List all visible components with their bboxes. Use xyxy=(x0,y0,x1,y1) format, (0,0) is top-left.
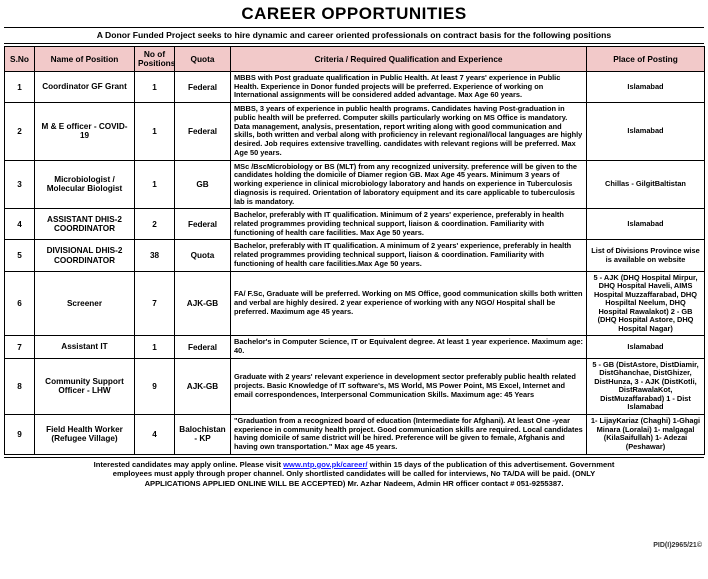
cell-sno: 8 xyxy=(5,358,35,414)
footer-line2: employees must apply through proper channel. Only shortlisted candidates will be called for interviews, No TA/DA will be paid. (ONLY xyxy=(112,469,596,479)
cell-quota: Federal xyxy=(175,336,231,358)
table-row xyxy=(5,414,705,454)
cell-place: Islamabad xyxy=(587,209,705,240)
cell-place: Islamabad xyxy=(587,336,705,358)
cell-position: DIVISIONAL DHIS-2 COORDINATOR xyxy=(35,240,135,271)
column-header-position: Name of Position xyxy=(35,47,135,72)
cell-position: Assistant IT xyxy=(35,336,135,358)
cell-sno: 5 xyxy=(5,240,35,271)
cell-quota: AJK-GB xyxy=(175,271,231,336)
page-title: CAREER OPPORTUNITIES xyxy=(241,4,467,23)
cell-criteria: FA/ F.Sc, Graduate will be preferred. Working on MS Office, good communication skills both written and verbal are highly desired. 2 year experience of working with any NGO/ Hospital shall be preferred. Maximum age 45 years. xyxy=(231,271,587,336)
cell-place: 5 - AJK (DHQ Hospital Mirpur, DHQ Hospital Haveli, AIMS Hospital Muzzaffarabad, DHQ Hospiltal Neelum, DHQ Hospital Rawalakot) 2 - GB (DHQ Hospital Astore, DHQ Hospital Nagar) xyxy=(587,271,705,336)
cell-criteria: MBBS, 3 years of experience in public health programs. Candidates having Post-graduation in public health will be preferred. Computer skills particularly working on MS Office is mandatory. Data management, analysis, presentation, report writing along with good communication and skills, both written and verbal along with proficiency in relevant regional/local languages are highly desired. Job requires extensive travelling. candidates with relevant regions will be preferred. Max Age 50 years. xyxy=(231,103,587,160)
table-row xyxy=(5,240,705,271)
cell-quota: Quota xyxy=(175,240,231,271)
cell-sno: 7 xyxy=(5,336,35,358)
jobs-table xyxy=(4,46,705,455)
cell-quota: GB xyxy=(175,160,231,209)
jobs-table-body xyxy=(5,72,705,455)
cell-place: Islamabad xyxy=(587,72,705,103)
cell-positions: 4 xyxy=(135,414,175,454)
column-header-place: Place of Posting xyxy=(587,47,705,72)
table-row xyxy=(5,336,705,358)
cell-quota: Federal xyxy=(175,209,231,240)
column-header-quota: Quota xyxy=(175,47,231,72)
cell-criteria: "Graduation from a recognized board of education (Intermediate for Afghani). At least One -year experience in community health project. Good communication skills are required. Local candidates having domicile of same district will be hired. Preference will be given to female, Afghanis and having own transportation." Max age 45 years. xyxy=(231,414,587,454)
table-row xyxy=(5,271,705,336)
table-row xyxy=(5,160,705,209)
cell-criteria: Graduate with 2 years' relevant experience in development sector preferably public health related projects. Basic Knowledge of IT software's, MS World, MS Power Point, MS Excel, Internet and email correspondences, Interpersonal Communication Skills. Maximum age: 45 Years xyxy=(231,358,587,414)
cell-place: Islamabad xyxy=(587,103,705,160)
cell-positions: 38 xyxy=(135,240,175,271)
cell-positions: 1 xyxy=(135,103,175,160)
footer-line1-prefix: Interested candidates may apply online. Please visit xyxy=(93,459,284,469)
column-header-sno: S.No xyxy=(5,47,35,72)
cell-sno: 2 xyxy=(5,103,35,160)
cell-positions: 1 xyxy=(135,336,175,358)
cell-positions: 7 xyxy=(135,271,175,336)
table-header-row xyxy=(5,47,705,72)
intro-text: A Donor Funded Project seeks to hire dynamic and career oriented professionals on contract basis for the following positions xyxy=(4,27,704,44)
footer-note xyxy=(4,457,704,488)
table-row xyxy=(5,209,705,240)
cell-sno: 3 xyxy=(5,160,35,209)
table-row xyxy=(5,103,705,160)
column-header-criteria: Criteria / Required Qualification and Experience xyxy=(231,47,587,72)
career-portal-link[interactable]: www.ntp.gov.pk/career/ xyxy=(283,459,368,469)
cell-criteria: MSc /BscMicrobiology or BS (MLT) from any recognized university. preference will be given to the candidates holding the domicile of Diamer region GB. Max Age 45 years. Minimum 3 years of working experience in clinical microbiology laboratory and hands on experience in Tuberculosis diagnosis is required. Orientation of laboratory equipment and its care applicable to tuberculosis lab is mandatory. xyxy=(231,160,587,209)
cell-place: List of Divisions Province wise is available on website xyxy=(587,240,705,271)
cell-sno: 4 xyxy=(5,209,35,240)
cell-quota: Balochistan - KP xyxy=(175,414,231,454)
cell-position: Field Health Worker (Refugee Village) xyxy=(35,414,135,454)
cell-positions: 9 xyxy=(135,358,175,414)
cell-sno: 1 xyxy=(5,72,35,103)
cell-positions: 2 xyxy=(135,209,175,240)
cell-position: Screener xyxy=(35,271,135,336)
cell-place: 1- LijayKariaz (Chaghi) 1-Ghagi Minara (Loralai) 1- malgagal (KilaSaifullah) 1- Adezai (Peshawar) xyxy=(587,414,705,454)
pid-number: PID(I)2965/21© xyxy=(653,542,702,549)
cell-criteria: Bachelor's in Computer Science, IT or Equivalent degree. At least 1 year experience. Maximum age: 40. xyxy=(231,336,587,358)
cell-criteria: Bachelor, preferably with IT qualification. A minimum of 2 years' experience, preferably in health related programmes providing technical support, liaison & coordination. Familiarity with functioning of health care facilities.Max Age 50 years. xyxy=(231,240,587,271)
table-row xyxy=(5,358,705,414)
cell-position: Microbiologist / Molecular Biologist xyxy=(35,160,135,209)
cell-quota: Federal xyxy=(175,72,231,103)
cell-position: ASSISTANT DHIS-2 COORDINATOR xyxy=(35,209,135,240)
cell-positions: 1 xyxy=(135,160,175,209)
footer-line1-suffix: within 15 days of the publication of this advertisement. Government xyxy=(367,459,615,469)
cell-sno: 9 xyxy=(5,414,35,454)
cell-quota: AJK-GB xyxy=(175,358,231,414)
footer-line3: APPLICATIONS APPLIED ONLINE WILL BE ACCEPTED) Mr. Azhar Nadeem, Admin HR officer contact # 051-9255387. xyxy=(144,478,564,488)
cell-place: Chillas - GilgitBaltistan xyxy=(587,160,705,209)
table-row xyxy=(5,72,705,103)
cell-place: 5 - GB (DistAstore, DistDiamir, DistGhanchae, DistGhizer, DistHunza, 3 - AJK (DistKotli, DistRawalaKot, DistMuzaffarabad) 1 - Dist Islamabad xyxy=(587,358,705,414)
cell-position: Coordinator GF Grant xyxy=(35,72,135,103)
cell-quota: Federal xyxy=(175,103,231,160)
column-header-no-of-positions: No of Positions xyxy=(135,47,175,72)
cell-criteria: Bachelor, preferably with IT qualification. Minimum of 2 years' experience, preferably in health related programmes providing technical support, liaison & coordination. Familiarity with functioning of health care facilities. Max Age 50 years. xyxy=(231,209,587,240)
cell-position: M & E officer - COVID-19 xyxy=(35,103,135,160)
cell-positions: 1 xyxy=(135,72,175,103)
cell-position: Community Support Officer - LHW xyxy=(35,358,135,414)
cell-criteria: MBBS with Post graduate qualification in Public Health. At least 7 years' experience in Public Health. Experience in Donor funded projects will be preferred. Experience of working on International assignments will be considered added advantage. Max Age 60 years. xyxy=(231,72,587,103)
cell-sno: 6 xyxy=(5,271,35,336)
